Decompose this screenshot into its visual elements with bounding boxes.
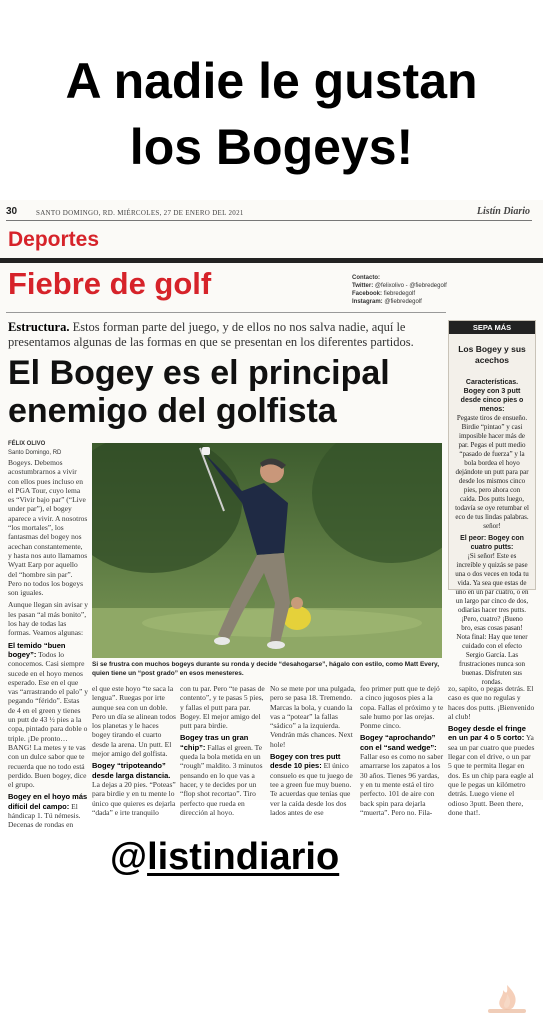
paragraph: Ya sea un par cuatro que puedes llegar con el drive, o un par 5 que te permita llegar en dos. Es un chip para eagle al que le pegas un kilómetro detrás. Luego viene el odioso 3putt. Been there, done that!. xyxy=(448,733,535,817)
byline xyxy=(8,440,61,458)
paragraph: El hándicap 1. Tú némesis. Decenas de rondas en xyxy=(8,801,81,830)
story-headline-line2: los Bogeys! xyxy=(129,119,414,175)
article-column-4 xyxy=(270,684,356,820)
folio-bar xyxy=(6,206,536,220)
section-title: Deportes xyxy=(8,228,100,251)
subhead: Bogey “tripoteando” desde larga distancia. xyxy=(92,761,171,780)
subhead: El temido “buen bogey”: xyxy=(8,640,66,659)
mention-handle[interactable]: listindiario xyxy=(147,836,340,878)
subhead: Bogey con 3 putt desde cinco pies o menos: xyxy=(460,388,524,413)
paragraph: Fallas el green. Te queda la bola metida en un “rough” maldito. 3 minutos pensando en lo que vas a hacer, y te decides por un “flop shot recortao”. Tiro perfecto que rueda en dirección al hoyo. xyxy=(180,742,263,817)
article-dek xyxy=(8,320,440,350)
paragraph: Aunque llegan sin avisar y les pasan “al más bonito”, los hay de todas las formas. Veamos algunas: xyxy=(8,600,88,638)
article-column-3 xyxy=(180,684,266,820)
newspaper-page xyxy=(0,200,543,830)
headline-line2: enemigo del golfista xyxy=(8,392,337,430)
paragraph: ¡Si señor! Este es increíble y quizás se pase una o dos veces en toda tu vida. Ya sea que estas de uno en un par cuatro, o en un largo par cinco de dos, odiarías hacer tres putts. ¡Pero, cuatro? ¡Bueno bro, esas cosas pasan! Nota final: Hay que tener cuidado con el efecto Sergio García. Las frustraciones nunca son buenas. Disfruten sus rondas. xyxy=(455,552,529,686)
subhead: Características. xyxy=(465,379,519,386)
paragraph: No se mete por una pulgada, pero se pasa 18. Tremendo. Marcas la bola, y cuando la vas a “potear” la fallas “sádico” a la izquierda. Vendrán más chances. Next hole! xyxy=(270,684,356,749)
facebook-handle: fiebredegolf xyxy=(383,291,416,297)
paragraph: Bogeys. Debemos acostumbrarnos a vivir con ellos pues incluso en el PGA Tour, cuyo lema es “Vivir bajo par” (“Live under par”), el bogey aparece a vivir. A nosotros “los mortales”, los fantasmas del bogey nos acechan constantemente, y hasta nos auto llamamos Wyatt Earp por aquello del “hombre sin par”. Pero no todos los bogeys son iguales. xyxy=(8,458,88,598)
column-title: Fiebre de golf xyxy=(8,266,212,301)
dek-text: Estos forman parte del juego, y de ellos no nos salva nadie, aquí le presentamos algunas de las formas en que se presentan en los diferentes partidos. xyxy=(8,320,414,349)
photo-caption: Si se frustra con muchos bogeys durante su ronda y decide “desahogarse”, hágalo con estilo, como Matt Every, quien tiene un “post grado” en esos menesteres. xyxy=(92,661,439,677)
paragraph: el que este hoyo “te saca la lengua”. Ruegas por irte aunque sea con un doble. Pero un día se alinean todos los planetas y le haces bogey tirando el cuarto desde la arena. Un putt. El mejor amigo del golfista. xyxy=(92,684,176,759)
paragraph: con tu par. Pero “te pasas de contento”, y te pasas 5 pies, y fallas el putt para par. Bogey. El mejor amigo del putt para birdie. xyxy=(180,684,265,731)
sidebar-tag: SEPA MÁS xyxy=(449,321,535,334)
author-name: FÉLIX OLIVO xyxy=(8,441,46,447)
paragraph: La dejas a 20 pies. “Poteas” para birdie y en tu mente lo único que quieres es dejarla “dada” e irte tranquilo xyxy=(92,779,176,817)
page-number: 30 xyxy=(6,206,18,217)
story-headline-line1: A nadie le gustan xyxy=(65,53,478,109)
sidebar-title: Los Bogey y sus acechos xyxy=(458,344,526,365)
golfer-photo xyxy=(92,443,442,658)
subhead: Bogey desde el fringe en un par 4 o 5 corto: xyxy=(448,724,526,743)
article-column-5 xyxy=(360,684,444,820)
folio-date: SANTO DOMINGO, RD. MIÉRCOLES, 27 DE ENERO DEL 2021 xyxy=(36,209,244,217)
story-overlay-headline xyxy=(0,48,543,180)
subhead: El peor: Bogey con cuatro putts: xyxy=(460,535,524,551)
paragraph: feo primer putt que te dejó a cinco jugosos pies a la copa. Fallas el próximo y te sale humo por las orejas. Ponme cinco. xyxy=(360,684,444,731)
section-divider xyxy=(0,258,543,263)
paragraph: Pegaste tiros de ensueño. Birdie “pintao” y casi imposible hacer más de par. Pegas el putt medio “pasado de fuerza” y la bola bordea el hoyo dejándote un putt para par desde los mismos cinco pies, pero ahora con caída. Dos putts luego, todavía se oye retumbar el eco de tus lindas palabras. señor! xyxy=(455,414,529,530)
divider xyxy=(6,312,446,313)
sidebar-box xyxy=(448,320,536,686)
mention-at: @ xyxy=(110,836,148,878)
sidebar-body xyxy=(449,374,535,687)
author-location: Santo Domingo, RD xyxy=(8,450,62,456)
paragraph: zo, sapito, o pegas detrás. El caso es que no regulas y haces dos putts. ¡Bienvenido al club! xyxy=(448,684,535,721)
headline-line1: El Bogey es el principal xyxy=(8,354,390,392)
paragraph: El único consuelo es que tu juego de tee a green fue muy bueno. Te acuerdas que tenías que ver la caída desde los dos lados antes de ese xyxy=(270,761,353,817)
article-column-2 xyxy=(92,684,176,820)
subhead: Bogey con tres putt desde 10 pies: xyxy=(270,752,341,771)
paragraph: Todos lo conocemos. Casi siempre sucede en el hoyo menos esperado. Ese en el que vas “arrastrando el palo” y pegando “férido”. Estas de 4 en el green y tienes un putt de 43 ½ pies a la copa, pintado para doble o triple. ¡De pronto… BANG! La metes y te vas con un dulce sabor que te recuerda que no todo está perdido. Buen bogey, dice el grupo. xyxy=(8,649,88,790)
paragraph: Fallar eso es como no saber amarrarse los zapatos a los 30 años. Tienes 96 yardas, y en tu mente está el tiro perfecto. 101 de aire con back spin para dejarla “muerta”. Pero no. Fila- xyxy=(360,752,444,817)
article-headline xyxy=(8,354,448,430)
facebook-label: Facebook: xyxy=(352,291,383,297)
contact-label: Contacto: xyxy=(352,275,380,281)
article-column-6 xyxy=(448,684,536,820)
newspaper-logo: Listín Diario xyxy=(476,206,530,217)
article-column-1 xyxy=(8,458,88,833)
subhead: Bogey “aprochando” con el “sand wedge”: xyxy=(360,733,437,752)
twitter-label: Twitter: xyxy=(352,283,374,289)
twitter-handle: @felixolivo - @fiebredegolf xyxy=(374,283,447,289)
instagram-handle: @fiebredegolf xyxy=(384,299,422,305)
instagram-label: Instagram: xyxy=(352,299,383,305)
divider xyxy=(6,220,532,221)
instagram-mention[interactable] xyxy=(110,836,339,879)
flame-logo-icon xyxy=(484,982,530,1016)
contact-block xyxy=(352,274,447,306)
subhead: Bogey tras un gran “chip”: xyxy=(180,733,249,752)
subhead: Bogey en el hoyo más difícil del campo: xyxy=(8,792,88,811)
dek-lead: Estructura. xyxy=(8,320,70,334)
golfer-photo-illustration xyxy=(92,443,442,658)
